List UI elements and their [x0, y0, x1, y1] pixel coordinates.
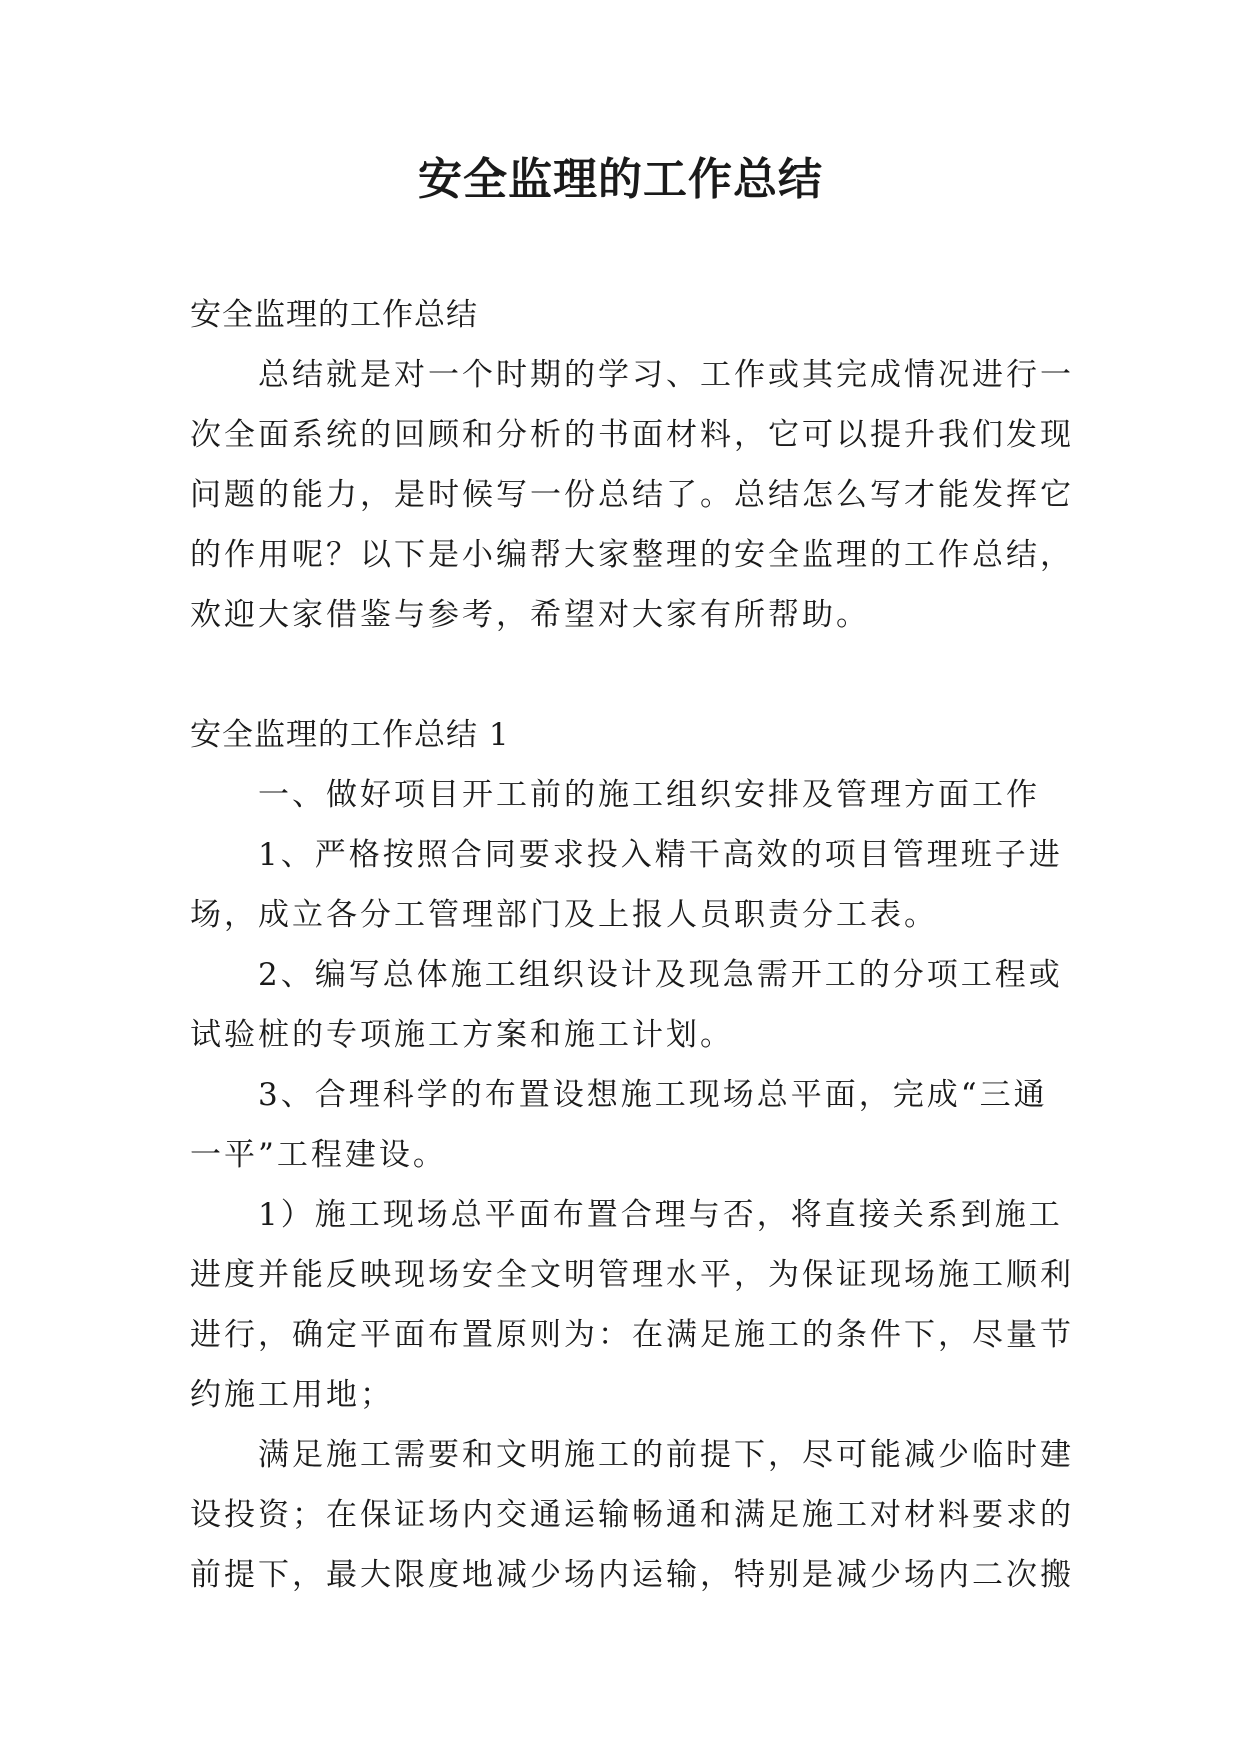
paragraph-line: 1、严格按照合同要求投入精干高效的项目管理班子进 — [258, 837, 1063, 873]
paragraph-line: 设投资；在保证场内交通运输畅通和满足施工对材料要求的 — [190, 1497, 1074, 1533]
paragraph-line: 2、编写总体施工组织设计及现急需开工的分项工程或 — [258, 957, 1063, 993]
paragraph-line: 试验桩的专项施工方案和施工计划。 — [190, 1017, 734, 1053]
paragraph-line: 次全面系统的回顾和分析的书面材料，它可以提升我们发现 — [190, 417, 1074, 453]
paragraph-line: 进度并能反映现场安全文明管理水平，为保证现场施工顺利 — [190, 1257, 1074, 1293]
paragraph-line: 1）施工现场总平面布置合理与否，将直接关系到施工 — [258, 1197, 1063, 1233]
section-heading: 安全监理的工作总结 1 — [190, 717, 510, 753]
paragraph-line: 一、做好项目开工前的施工组织安排及管理方面工作 — [258, 777, 1040, 813]
page-title: 安全监理的工作总结 — [418, 154, 823, 205]
paragraph-line: 满足施工需要和文明施工的前提下，尽可能减少临时建 — [258, 1437, 1074, 1473]
paragraph-line: 3、合理科学的布置设想施工现场总平面，完成“三通 — [258, 1077, 1048, 1113]
paragraph-line: 场，成立各分工管理部门及上报人员职责分工表。 — [190, 897, 938, 933]
paragraph-line: 欢迎大家借鉴与参考，希望对大家有所帮助。 — [190, 597, 870, 633]
paragraph-line: 的作用呢？以下是小编帮大家整理的安全监理的工作总结， — [190, 537, 1074, 573]
paragraph-line: 前提下，最大限度地减少场内运输，特别是减少场内二次搬 — [190, 1557, 1074, 1593]
paragraph-line: 进行，确定平面布置原则为：在满足施工的条件下，尽量节 — [190, 1317, 1074, 1353]
paragraph-line: 一平”工程建设。 — [190, 1137, 447, 1173]
paragraph-line: 问题的能力，是时候写一份总结了。总结怎么写才能发挥它 — [190, 477, 1074, 513]
paragraph-line: 约施工用地； — [190, 1377, 394, 1413]
paragraph-gap — [190, 645, 1060, 705]
document-body — [190, 285, 1074, 1605]
subtitle: 安全监理的工作总结 — [190, 297, 478, 333]
paragraph-line: 总结就是对一个时期的学习、工作或其完成情况进行一 — [258, 357, 1074, 393]
